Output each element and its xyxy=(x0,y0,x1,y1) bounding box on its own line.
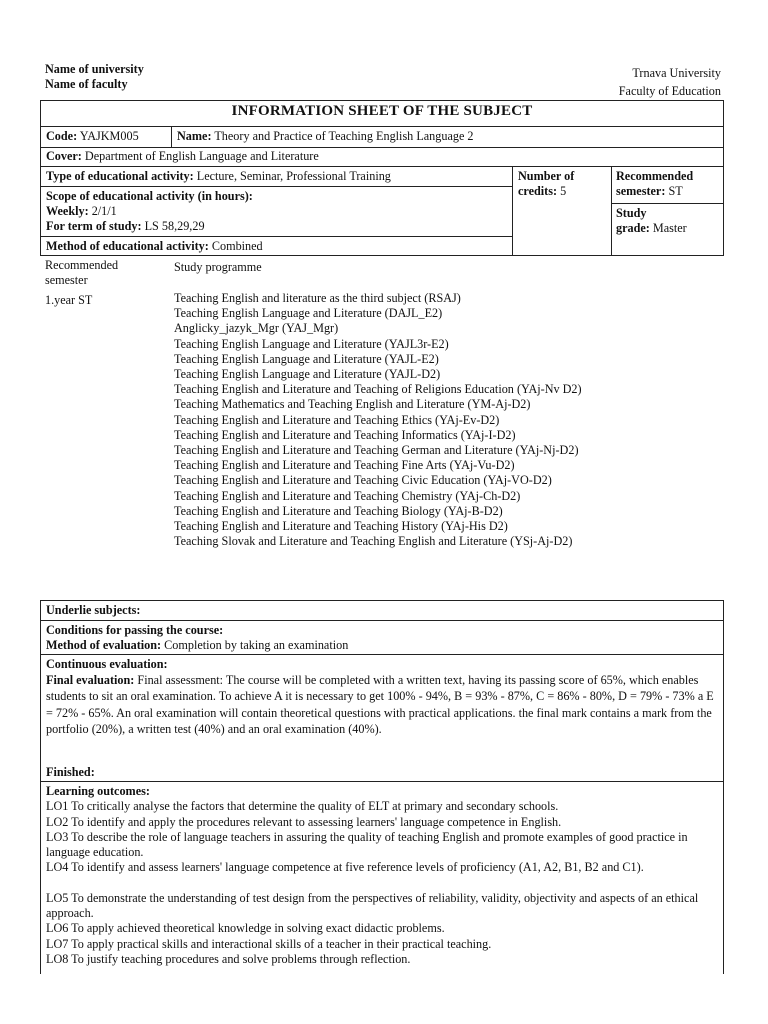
code-value: YAJKM005 xyxy=(79,129,139,143)
programme-item: Teaching Mathematics and Teaching English and Literature (YM-Aj-D2) xyxy=(174,397,531,412)
study-grade-label-2: grade: xyxy=(616,221,650,236)
programme-semester-value: 1.year ST xyxy=(45,293,93,307)
scope-label: Scope of educational activity (in hours): xyxy=(46,189,253,203)
study-grade-cell xyxy=(616,206,687,236)
programme-item: Teaching English and Literature and Teaching History (YAj-His D2) xyxy=(174,519,508,534)
programme-semester-header xyxy=(45,258,118,288)
study-grade-value: Master xyxy=(652,221,687,236)
programme-item: Teaching English and Literature and Teaching Fine Arts (YAj-Vu-D2) xyxy=(174,458,515,473)
evaluation-method-value: Completion by taking an examination xyxy=(164,638,349,653)
cover-value: Department of English Language and Literature xyxy=(84,149,319,163)
programme-item: Teaching English and Literature and Teaching of Religions Education (YAj-Nv D2) xyxy=(174,382,582,397)
programme-item: Teaching English Language and Literature (YAJL-D2) xyxy=(174,367,441,382)
method-activity-label: Method of educational activity: xyxy=(46,239,209,253)
programme-item: Teaching English and Literature and Teaching Civic Education (YAj-VO-D2) xyxy=(174,473,552,488)
programme-item: Teaching English and Literature and Teaching German and Literature (YAj-Nj-D2) xyxy=(174,443,579,458)
programme-item: Teaching Slovak and Literature and Teaching English and Literature (YSj-Aj-D2) xyxy=(174,534,573,549)
semester-header-line2: semester xyxy=(45,273,88,288)
credits-label: Number of xyxy=(518,169,575,183)
cover-label: Cover: xyxy=(46,149,82,163)
continuous-evaluation-label: Continuous evaluation: xyxy=(46,657,168,671)
recommended-semester-value: ST xyxy=(668,184,683,199)
divider xyxy=(40,186,512,187)
programme-item: Teaching English and Literature and Teaching Ethics (YAj-Ev-D2) xyxy=(174,412,500,427)
divider xyxy=(40,147,724,148)
divider xyxy=(611,203,724,204)
learning-outcome-item: LO4 To identify and assess learners' language competence at five reference levels of proficiency (A1, A2, B1, B2 and C1). xyxy=(46,860,644,875)
final-evaluation-label: Final evaluation: xyxy=(46,673,135,688)
learning-outcome-item: LO5 To demonstrate the understanding of test design from the perspectives of reliability, validity, objectivity and aspects of an ethical approach. xyxy=(46,890,699,921)
divider xyxy=(512,166,513,256)
study-grade-label: Study xyxy=(616,206,647,220)
learning-outcomes-cell xyxy=(46,784,720,967)
activity-type-value: Lecture, Seminar, Professional Training xyxy=(196,169,391,183)
programme-item: Teaching English Language and Literature (YAJL-E2) xyxy=(174,351,439,366)
learning-outcome-item: LO6 To apply achieved theoretical knowledge in solving exact didactic problems. xyxy=(46,921,445,936)
divider xyxy=(40,620,724,621)
programme-item: Teaching English Language and Literature (DAJL_E2) xyxy=(174,306,443,321)
name-cell xyxy=(177,129,474,144)
programme-item: Teaching English and literature as the third subject (RSAJ) xyxy=(174,291,461,305)
continuous-evaluation-cell xyxy=(46,657,720,737)
university-name: Trnava University xyxy=(632,66,721,80)
divider xyxy=(40,236,512,237)
header-labels xyxy=(45,62,144,92)
conditions-label: Conditions for passing the course: xyxy=(46,623,224,637)
learning-outcome-item: LO7 To apply practical skills and interactional skills of a teacher in their practical teaching. xyxy=(46,936,492,951)
divider xyxy=(611,166,612,256)
conditions-cell xyxy=(46,623,348,653)
faculty-label: Name of faculty xyxy=(45,77,128,92)
method-activity-cell xyxy=(46,239,263,254)
faculty-name: Faculty of Education xyxy=(618,84,721,98)
programme-item: Teaching English and Literature and Teaching Biology (YAj-B-D2) xyxy=(174,503,503,518)
weekly-value: 2/1/1 xyxy=(91,204,117,219)
finished-text: Finished: xyxy=(46,765,95,779)
programme-item: Teaching English and Literature and Teaching Informatics (YAj-I-D2) xyxy=(174,427,516,442)
programme-item: Teaching English and Literature and Teaching Chemistry (YAj-Ch-D2) xyxy=(174,488,521,503)
underlie-subjects-text: Underlie subjects: xyxy=(46,603,141,617)
semester-header-line1: Recommended xyxy=(45,258,119,272)
term-value: LS 58,29,29 xyxy=(144,219,205,234)
code-cell xyxy=(46,129,139,144)
weekly-label: Weekly: xyxy=(46,204,89,219)
divider xyxy=(171,126,172,147)
learning-outcome-item: LO8 To justify teaching procedures and solve problems through reflection. xyxy=(46,951,411,966)
header-values xyxy=(619,64,721,100)
divider xyxy=(40,166,724,167)
learning-outcomes-label: Learning outcomes: xyxy=(46,784,150,798)
credits-value: 5 xyxy=(560,184,567,199)
spacer xyxy=(46,876,720,891)
recommended-semester-label: Recommended xyxy=(616,169,694,183)
learning-outcome-item: LO1 To critically analyse the factors that determine the quality of ELT at primary and secondary schools. xyxy=(46,799,559,814)
divider xyxy=(40,126,724,127)
method-activity-value: Combined xyxy=(211,239,263,253)
scope-cell xyxy=(46,189,253,235)
cover-cell xyxy=(46,149,319,164)
recommended-semester-cell xyxy=(616,169,693,199)
sheet-title: INFORMATION SHEET OF THE SUBJECT xyxy=(231,103,533,119)
final-evaluation-text: Final assessment: The course will be completed with a written text, having its passing score of 65%, which enables students to sit an oral examination. To achieve A it is necessary to get 100% - 94%, B = 93% - 87%, C = 86% - 80%, D = 79% - 73% a E = 72% - 65%. An oral examination will contain theoretical questions with practical applications. the final mark contains a mark from the portfolio (20%), a written test (40%) and an oral examination (40%). xyxy=(46,673,714,736)
name-label: Name: xyxy=(177,129,212,143)
credits-cell xyxy=(518,169,574,199)
programme-item: Teaching English Language and Literature (YAJL3r-E2) xyxy=(174,336,449,351)
divider xyxy=(40,654,724,655)
divider xyxy=(40,781,724,782)
programme-header: Study programme xyxy=(174,260,262,274)
term-label: For term of study: xyxy=(46,219,142,234)
learning-outcome-item: LO2 To identify and apply the procedures relevant to assessing learners' language competence in English. xyxy=(46,814,562,829)
university-label: Name of university xyxy=(45,62,144,76)
underlie-subjects-label xyxy=(46,603,140,618)
activity-type-label: Type of educational activity: xyxy=(46,169,194,183)
finished-label xyxy=(46,765,95,780)
learning-outcome-item: LO3 To describe the role of language teachers in assuring the quality of teaching English and promote examples of good practice in language education. xyxy=(46,829,688,860)
code-label: Code: xyxy=(46,129,78,143)
recommended-semester-label-2: semester: xyxy=(616,184,666,199)
programme-list xyxy=(174,291,604,549)
credits-label-2: credits: xyxy=(518,184,558,199)
evaluation-method-label: Method of evaluation: xyxy=(46,638,162,653)
activity-type-cell xyxy=(46,169,391,184)
programme-item: Anglicky_jazyk_Mgr (YAJ_Mgr) xyxy=(174,321,339,336)
name-value: Theory and Practice of Teaching English Language 2 xyxy=(214,129,474,143)
